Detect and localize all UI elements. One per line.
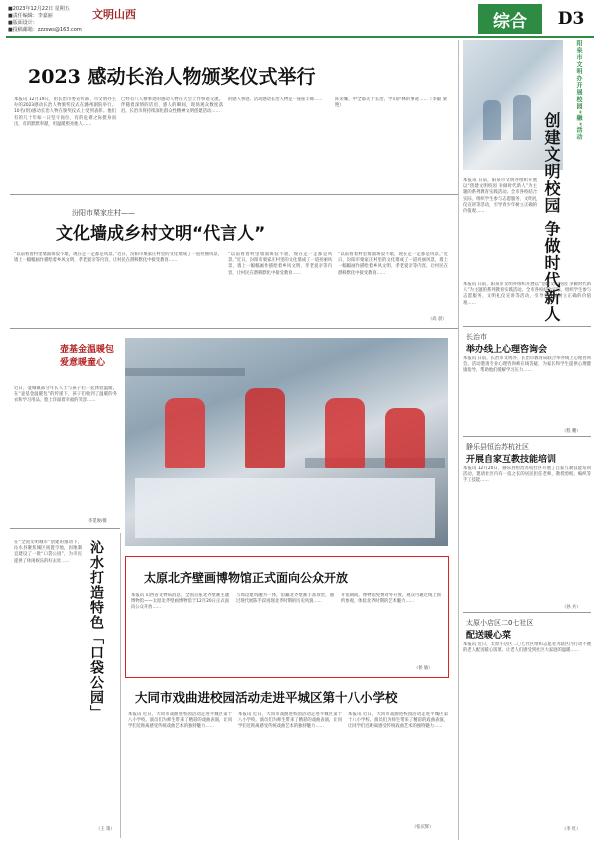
divider <box>10 528 120 529</box>
right-column-divider <box>458 40 459 840</box>
psych-headline: 举办线上心理咨询会 <box>466 345 548 355</box>
qinshui-body-left: 在“全国文明城市”创建的推动下，沁水县聚焦城区闲置空地，因地制宜建设了一批“口袋公园”，为市民提供了休闲娱乐的好去处…… <box>14 540 82 564</box>
culture-wall-body-2: “以前看着村里墙面斑驳不堪，现在走一走都是风景。”近日，汾阳市栗家庄村里的文化墙成了一道亮丽风景，墙上一幅幅画作描绘着乡风文明、孝老爱亲等内容，让村民在潜移默化中接受教育…… <box>228 252 332 276</box>
community-kicker: 太原小店区二0七社区 <box>466 619 534 627</box>
main-story-col1: 本报讯 12月19日，由长治市委宣传部、市文明办主办的2023感动长治人物颁奖仪式在潞州剧院举行。10名(组)感动长治人物在颁奖仪式上受到表彰。他们有的几十年如一日坚守岗位，有的危难之际挺身而出，有的默默奉献，用温暖照亮他人…… <box>14 97 116 127</box>
culture-wall-body-3: “以前看着村里墙面斑驳不堪，现在走一走都是风景。”近日，汾阳市栗家庄村里的文化墙成了一道亮丽风景，墙上一幅幅画作描绘着乡风文明、孝老爱亲等内容，让村民在潜移默化中接受教育…… <box>338 252 448 276</box>
community-signature: （李 红） <box>562 827 581 832</box>
divider <box>463 326 591 327</box>
qinshui-headline: 沁水打造特色「口袋公园」 <box>88 540 104 720</box>
side-body-2: 本报讯 日前，阳泉市文明办组织开展以“创建文明校园 争做时代新人”为主题的系列教育实践活动。全市各校结合实际，组织学生参与志愿服务、文明礼仪宣讲等活动，引导青少年树立正确的价值观…… <box>463 282 591 306</box>
jingle-headline: 开展自家互教技能培训 <box>466 455 557 465</box>
editor-credit: ■责任编辑：李嘉丽 <box>8 13 53 19</box>
student-figure <box>513 95 531 140</box>
community-headline: 配送暖心菜 <box>466 631 512 641</box>
warm-story-body: 近日，壶城镇部分年长人士与孩子们一起体验温暖。在“壶基金温暖包”的传递下，孩子们收到了温暖的冬衣和学习用品，脸上洋溢着幸福的笑容…… <box>14 386 117 404</box>
qinshui-signature: （王 策） <box>96 827 115 832</box>
volunteer-figure <box>165 398 205 468</box>
museum-story-box <box>125 556 449 678</box>
museum-col2: 与周边建筑融为一体，馆藏北齐壁画丰富珍贵，通过现代展陈手段再现北齐时期的历史风貌…… <box>236 593 334 605</box>
designer-credit: ■版面设计： <box>8 20 38 26</box>
community-body: 本报讯 近日，太原小店区二〇七社区组织志愿者为辖区内行动不便的老人配送暖心饭菜，让老人们感受到社区大家庭的温暖…… <box>463 642 591 654</box>
side-kicker: 阳泉市文明办开展校园“融”活动 <box>575 40 582 141</box>
jingle-body: 本报讯 12月20日，静乐县恒治苏杭社区开展了自家互教技能培训活动，邀请社区内有一技之长的居民担任老师，教授剪纸、编织等手工技能…… <box>463 466 591 484</box>
divider <box>10 194 458 195</box>
opera-headline: 大同市戏曲进校园活动走进平城区第十八小学校 <box>135 690 398 705</box>
museum-signature: （侯 敏） <box>414 666 433 671</box>
warm-story-title: 壶基金温暖包 爱意暖童心 <box>60 345 115 368</box>
volunteer-figure <box>325 398 365 468</box>
divider <box>463 436 591 437</box>
volunteer-figure <box>245 388 285 468</box>
warm-story-signature: 李觅俊/摄 <box>88 519 107 524</box>
jingle-signature: （孙 兵） <box>562 605 581 610</box>
volunteers-photo <box>125 338 448 546</box>
side-body: 本报讯 日前，阳泉市文明办组织开展以“创建文明校园 争做时代新人”为主题的系列教育实践活动。全市各校结合实际，组织学生参与志愿服务、文明礼仪宣讲等活动，引导青少年树立正确的价值观…… <box>463 178 537 215</box>
supply-boxes <box>135 478 435 538</box>
museum-col3: 开馆期间，博物馆免费对外开放，观众可通过线上预约参观，体验北齐时期的艺术魅力…… <box>341 593 441 605</box>
culture-wall-kicker: 汾阳市栗家庄村—— <box>72 209 135 217</box>
psych-kicker: 长治市 <box>466 333 487 341</box>
opera-signature: （张庆辉） <box>412 825 434 830</box>
psych-body: 本报讯 日前，长治市文明办、长治市教育局联合举办线上心理咨询会。活动邀请专业心理咨询师在线答疑，为家长和学生提供心理健康指导，帮助他们缓解学习压力…… <box>463 356 591 374</box>
main-story-col3: 的感人事迹。活动感动长治人物是一座座丰碑…… <box>228 97 323 102</box>
culture-wall-signature: （高 晨） <box>428 317 447 322</box>
museum-col1: 本报讯 山西省文物局消息，全国首座北齐壁画主题博物馆——太原北齐壁画博物馆于12月20日正式面向公众开放…… <box>131 593 229 611</box>
opera-body-col2: 本报讯 近日，大同市戏曲进校园活动走进平城区第十八小学校。演员们为师生带来了精彩的戏曲表演，让同学们近距离感受传统戏曲艺术的独特魅力…… <box>238 712 342 730</box>
masthead-info <box>8 6 82 34</box>
submission-email: ■投稿邮箱：zzzsws@163.com <box>8 27 82 33</box>
main-story-col4: 阵荣耀，中全都关于长治，学山护林的事迹……（李毅 梁艳） <box>335 97 447 109</box>
divider <box>10 328 458 329</box>
volunteer-figure <box>385 408 425 468</box>
page-number: D3 <box>557 9 585 29</box>
main-headline: 2023 感动长治人物颁奖仪式举行 <box>28 66 316 88</box>
culture-wall-body: “以前看着村里墙面斑驳不堪，现在走一走都是风景。”近日，汾阳市栗家庄村里的文化墙成了一道亮丽风景，墙上一幅幅画作描绘着乡风文明、孝老爱亲等内容，让村民在潜移默化中接受教育…… <box>14 252 222 264</box>
opera-body-col1: 本报讯 近日，大同市戏曲进校园活动走进平城区第十八小学校。演员们为师生带来了精彩的戏曲表演，让同学们近距离感受传统戏曲艺术的独特魅力…… <box>128 712 232 730</box>
culture-wall-headline: 文化墙成乡村文明“代言人” <box>56 224 266 244</box>
psych-signature: （程 鹏） <box>562 429 581 434</box>
divider <box>463 612 591 613</box>
qinshui-spacer <box>114 540 124 550</box>
opera-body-col3: 本报讯 近日，大同市戏曲进校园活动走进平城区第十八小学校。演员们为师生带来了精彩的戏曲表演，让同学们近距离感受传统戏曲艺术的独特魅力…… <box>348 712 448 730</box>
side-headline: 创建文明校园 争做时代新人 <box>542 112 561 323</box>
header-rule <box>6 36 594 38</box>
museum-headline: 太原北齐壁画博物馆正式面向公众开放 <box>144 571 349 585</box>
jingle-kicker: 静乐县恒治苏杭社区 <box>466 443 529 451</box>
column-divider <box>120 533 121 838</box>
student-figure <box>483 100 501 140</box>
issue-date: ■2023年12月22日 星期五 <box>8 6 70 12</box>
section-tab: 综合 <box>478 4 542 34</box>
brand-logo: 文明山西 <box>92 8 136 21</box>
main-story-col2: 已经有八人撰事迹的感动人物在大会上作事迹交流。伴随着深情的话语、感人的瞬间，现场观众数度落泪。长治市将持续深化群众性精神文明创建活动…… <box>121 97 223 115</box>
